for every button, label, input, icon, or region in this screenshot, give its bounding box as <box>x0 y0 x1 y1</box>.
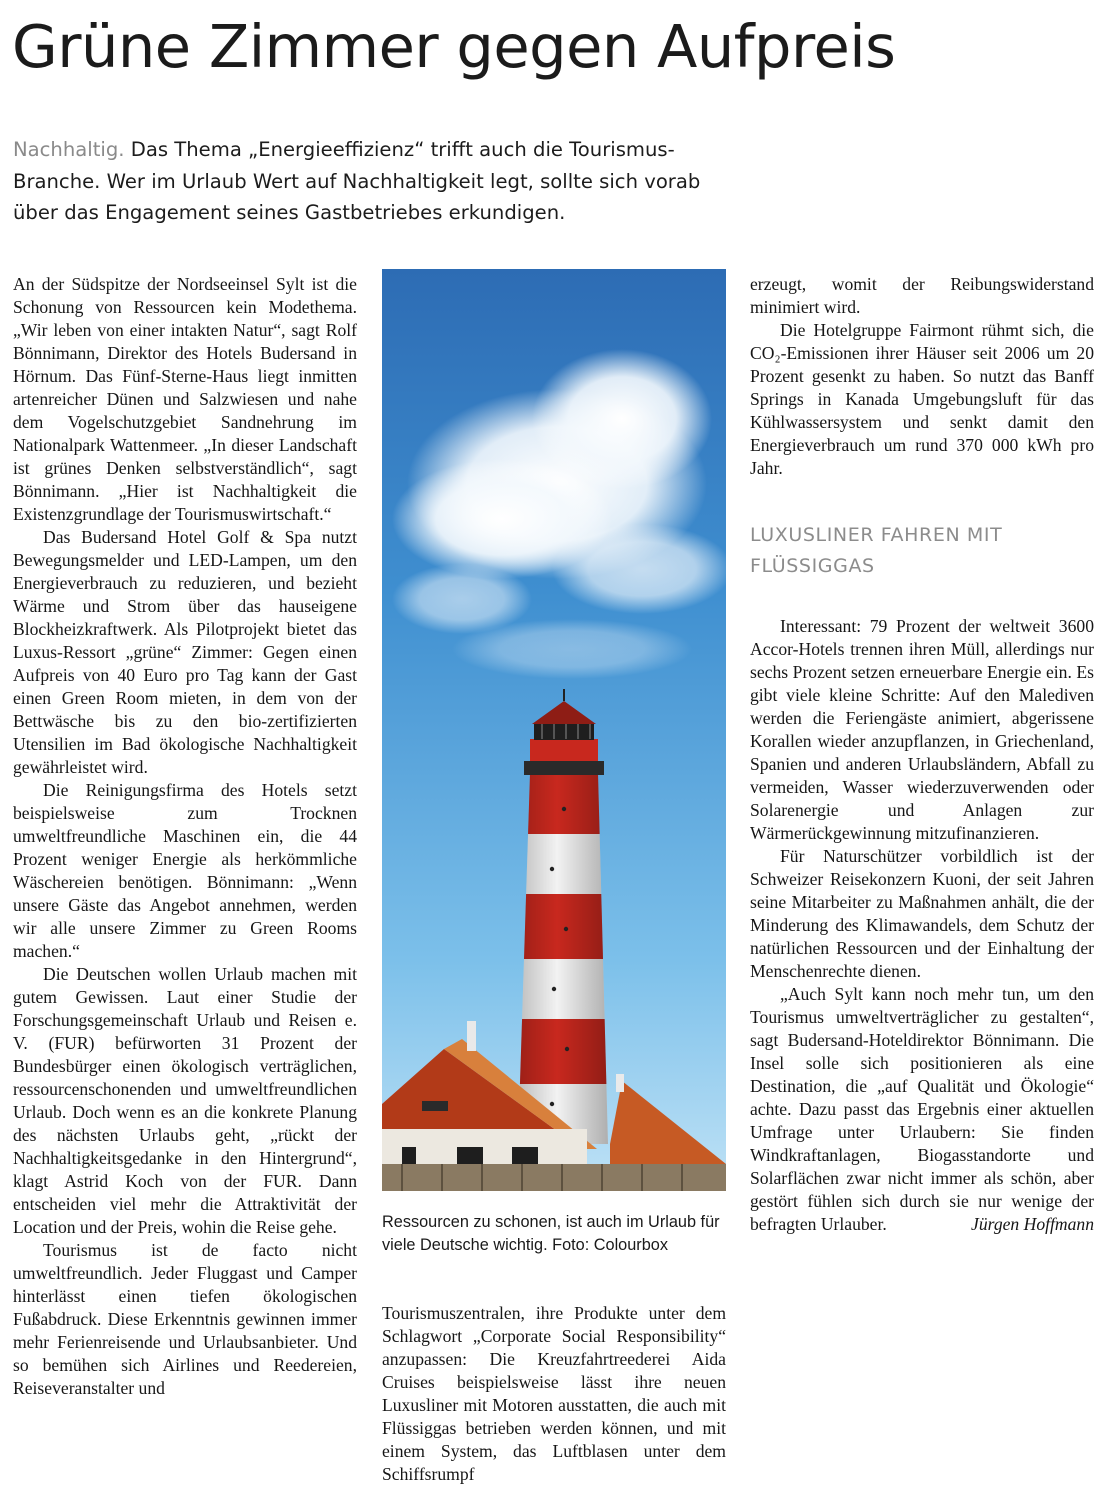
paragraph: Tourismus ist de facto nicht umweltfreundlich. Jeder Fluggast und Camper hinterlässt einen tiefen ökologischen Fußabdruck. Diese Erkenntnis gewinnen immer mehr Ferienreisende und Urlaubsanbieter. Und so bemühen sich Airlines und Reedereien, Reiseveranstalter und <box>13 1240 357 1398</box>
lead-kicker: Nachhaltig. <box>13 138 125 161</box>
author-byline: Jürgen Hoffmann <box>971 1214 1094 1234</box>
paragraph: erzeugt, womit der Reibungswiderstand minimiert wird. <box>750 274 1094 317</box>
paragraph <box>750 983 1094 1236</box>
column-3-lower-block <box>750 615 1094 1236</box>
paragraph: Das Budersand Hotel Golf & Spa nutzt Bewegungsmelder und LED-Lampen, um den Energieverbrauch zu reduzieren, und bezieht Wärme und Strom über das hauseigene Blockheizkraftwerk. Als Pilotprojekt bietet das Luxus-Ressort „grüne“ Zimmer: Gegen einen Aufpreis von 40 Euro pro Tag kann der Gast einen Green Room mieten, in dem von der Bettwäsche bis zu den bio-zertifizierten Utensilien im Bad ökologische Nachhaltigkeit gewährleistet wird. <box>13 527 357 777</box>
article-column-1 <box>13 273 357 1400</box>
lighthouse-photo <box>382 269 726 1191</box>
photo-caption: Ressourcen zu schonen, ist auch im Urlaub für viele Deutsche wichtig. Foto: Colourbox <box>382 1213 720 1254</box>
paragraph: Tourismuszentralen, ihre Produkte unter dem Schlagwort „Corporate Social Responsibility“ anzupassen: Die Kreuzfahrtreederei Aida Cruises beispielsweise lässt ihre neuen Luxusliner mit Motoren ausstatten, die auch mit Flüssiggas betrieben werden können, und mit einem System, das Luftblasen unter dem Schiffsrumpf <box>382 1303 726 1484</box>
paragraph: An der Südspitze der Nordseeinsel Sylt ist die Schonung von Ressourcen kein Modethema. „Wir leben von einer intakten Natur“, sagt Rolf Bönnimann, Direktor des Hotels Budersand in Hörnum. Das Fünf-Sterne-Haus liegt inmitten artenreicher Dünen und Salzwiesen und nahe dem Vogelschutzgebiet Sandnehrung im Nationalpark Wattenmeer. „In dieser Landschaft ist grünes Denken selbstverständlich“, sagt Bönnimann. „Hier ist Nachhaltigkeit die Existenzgrundlage der Tourismuswirtschaft.“ <box>13 274 357 524</box>
paragraph: Für Naturschützer vorbildlich ist der Schweizer Reisekonzern Kuoni, der seit Jahren seine Mitarbeiter zu Maßnahmen anhält, die der Minderung des Klimawandels, dem Schutz der natürlichen Ressourcen und der Einhaltung der Menschenrechte dienen. <box>750 846 1094 981</box>
paragraph: Die Reinigungsfirma des Hotels setzt beispielsweise zum Trocknen umweltfreundliche Maschinen ein, die 44 Prozent weniger Energie als herkömmliche Wäschereien benötigen. Bönnimann: „Wenn unsere Gäste das Angebot annehmen, werden wir alle unsere Zimmer zu Green Rooms machen.“ <box>13 780 357 961</box>
headline: Grüne Zimmer gegen Aufpreis <box>12 12 896 81</box>
article-column-2 <box>382 1302 726 1486</box>
paragraph: Interessant: 79 Prozent der weltweit 3600 Accor-Hotels trennen ihren Müll, allerdings nur sechs Prozent setzen erneuerbare Energie ein. Es gibt viele kleine Schritte: Auf den Malediven werden die Feriengäste animiert, abgerissene Korallen wieder anzupflanzen, in Griechenland, Spanien und anderen Urlaubsländern, Abfall zu vermeiden, Wasser wiederzuverwenden oder Solarenergie und Anlagen zur Wärmerückgewinnung mitzufinanzieren. <box>750 616 1094 843</box>
lead-text: Das Thema „Energieeffizienz“ trifft auch die Tourismus-Branche. Wer im Urlaub Wert auf Nachhaltigkeit legt, sollte sich vorab über das Engagement seines Gastbetriebes erkundigen. <box>13 138 701 224</box>
paragraph: Die Deutschen wollen Urlaub machen mit gutem Gewissen. Laut einer Studie der Forschungsgemeinschaft Urlaub und Reisen e. V. (FUR) befürworten 31 Prozent der Bundesbürger einen ökologisch verträglichen, ressourcenschonenden und umweltfreundlichen Urlaub. Doch wenn es an die konkrete Planung des nächsten Urlaubs geht, „rückt der Nachhaltigkeitsgedanke in den Hintergrund“, klagt Astrid Koch von der FUR. Dann entscheiden viel mehr die Attraktivität der Location und der Preis, wohin die Reise gehe. <box>13 964 357 1237</box>
lead-paragraph <box>13 134 733 229</box>
paragraph-text: „Auch Sylt kann noch mehr tun, um den Tourismus umweltverträglicher zu gestalten“, sagt Budersand-Hoteldirektor Bönnimann. Die Insel solle sich positionieren als eine Destination, die „auf Qualität und Ökologie“ achte. Dazu passt das Ergebnis einer aktuellen Umfrage unter Urlaubern: Sie finden Windkraftanlagen, Biogasstandorte und Solarflächen zwar nicht immer als schön, aber gestört fühlen sich durch sie nur wenige der befragten Urlauber. <box>750 984 1094 1234</box>
paragraph: Die Hotelgruppe Fairmont rühmt sich, die CO₂-Emissionen ihrer Häuser seit 2006 um 20 Prozent gesenkt zu haben. So nutzt das Banff Springs in Kanada Umgebungsluft für das Kühlwassersystem und senkt damit den Energieverbrauch um rund 370 000 kWh pro Jahr. <box>750 320 1094 478</box>
section-subheading: LUXUSLINER FAHREN MIT FLÜSSIGGAS <box>750 524 1003 577</box>
